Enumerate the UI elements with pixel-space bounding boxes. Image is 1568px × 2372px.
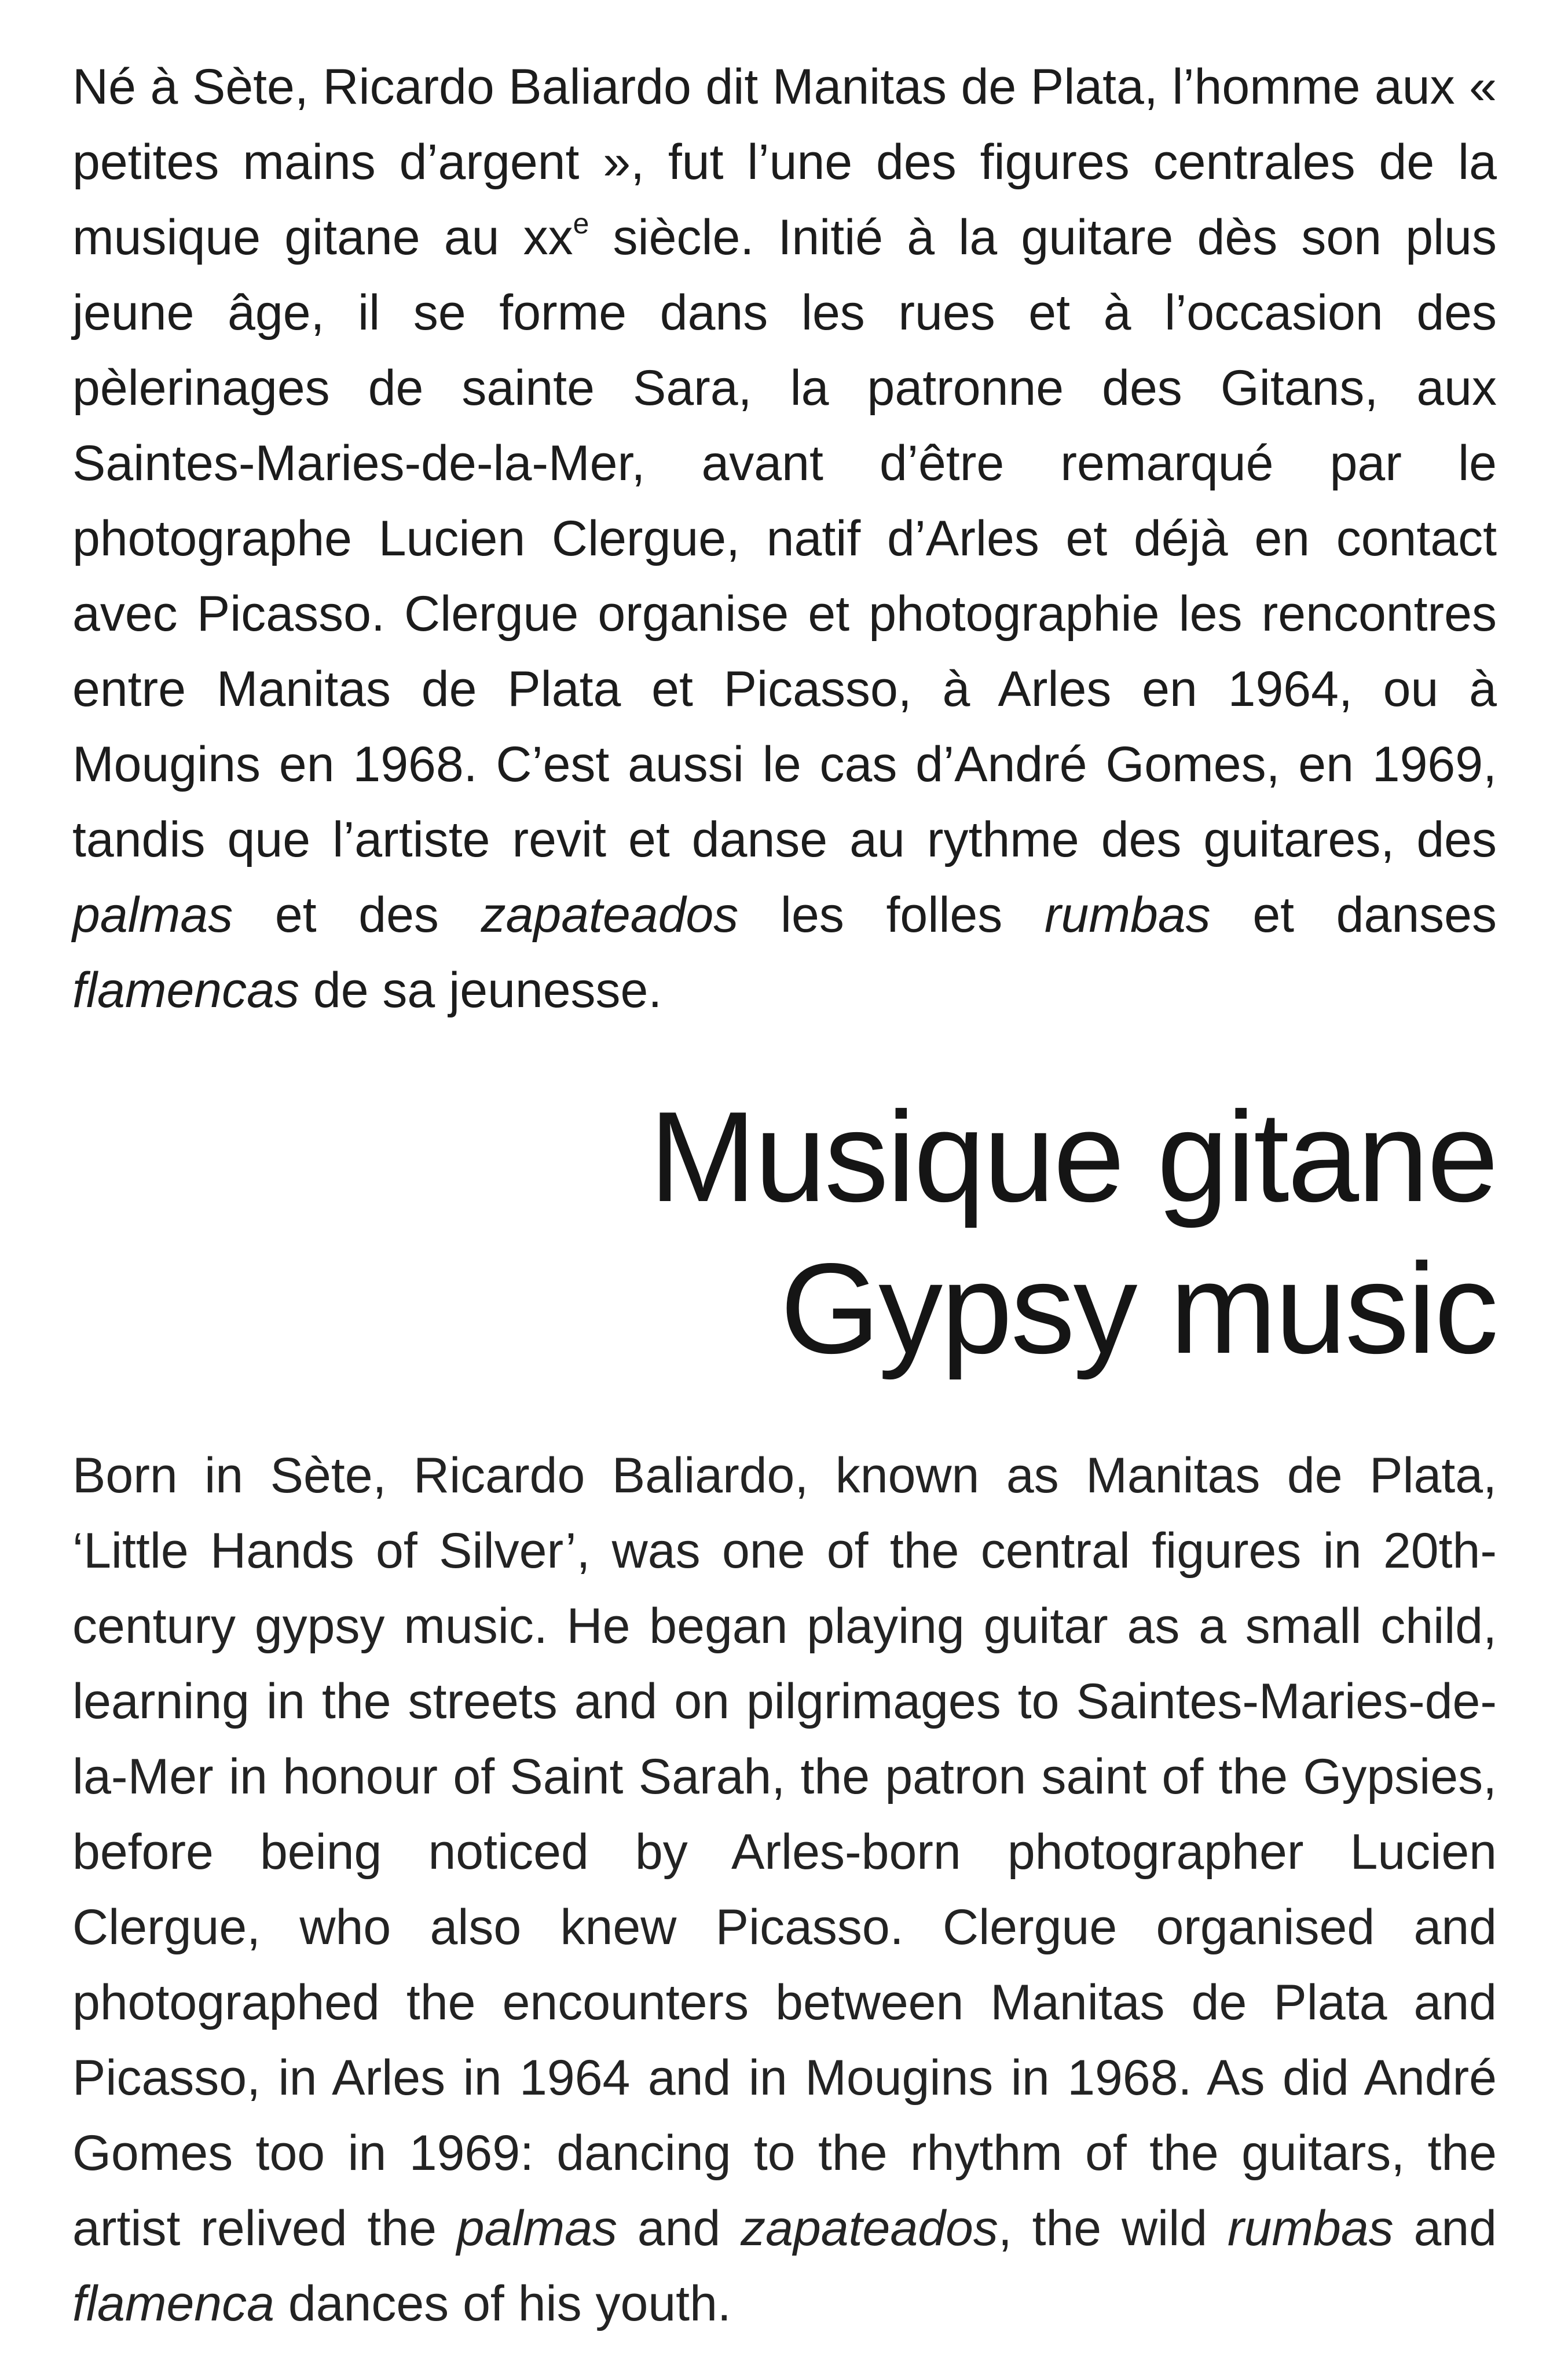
century-superscript: e — [573, 207, 589, 240]
document-page — [72, 49, 1497, 2341]
title-english: Gypsy music — [780, 1237, 1497, 1381]
english-paragraph — [72, 1438, 1497, 2341]
text-run: and — [1393, 2201, 1497, 2256]
text-run: Born in Sète, Ricardo Baliardo, known as Manitas de Plata, ‘Little Hands of Silver’, was one of the central figures in 20th-century gypsy music. He began playing guitar as a small child, learning in the streets and on pilgrimages to Saintes-Maries-de-la-Mer in honour of Saint Sarah, the patron saint of the Gypsies, before being noticed by Arles-born photographer Lucien Clergue, who also knew Picasso. Clergue organised and photographed the encounters between Manitas de Plata and Picasso, in Arles in 1964 and in Mougins in 1968. As did André Gomes too in 1969: dancing to the rhythm of the guitars, the artist relived the — [72, 1448, 1497, 2256]
section-title — [72, 1081, 1497, 1385]
text-run: and — [617, 2201, 741, 2256]
italic-term: rumbas — [1227, 2201, 1394, 2256]
text-run: siècle. Initié à la guitare dès son plus jeune âge, il se forme dans les rues et à l’occasion des pèlerinages de sainte Sara, la patronne des Gitans, aux Saintes-Maries-de-la-Mer, avant d’être remarqué par le photographe Lucien Clergue, natif d’Arles et déjà en contact avec Picasso. Clergue organise et photographie les rencontres entre Manitas de Plata et Picasso, à Arles en 1964, ou à Mougins en 1968. C’est aussi le cas d’André Gomes, en 1969, tandis que l’artiste revit et danse au rythme des guitares, des — [72, 210, 1497, 867]
text-run: dances of his youth. — [274, 2276, 731, 2331]
italic-term: zapateados — [741, 2201, 998, 2256]
text-run: et des — [233, 887, 481, 943]
text-run: les folles — [738, 887, 1045, 943]
italic-term: flamenca — [72, 2276, 274, 2331]
italic-term: rumbas — [1044, 887, 1211, 943]
text-run: Né à Sète, Ricardo Baliardo dit Manitas de Plata, l’homme aux « petites mains d’argent », fut l’une des figures centrales de la musique gitane au — [72, 59, 1497, 265]
italic-term: flamencas — [72, 962, 299, 1018]
text-run: de sa jeunesse. — [299, 962, 662, 1018]
italic-term: palmas — [72, 887, 233, 943]
italic-term: palmas — [456, 2201, 617, 2256]
title-french: Musique gitane — [649, 1085, 1497, 1229]
text-run: , the wild — [998, 2201, 1228, 2256]
century-numeral: xx — [523, 210, 573, 265]
french-paragraph — [72, 49, 1497, 1028]
text-run: et danses — [1210, 887, 1497, 943]
italic-term: zapateados — [481, 887, 739, 943]
